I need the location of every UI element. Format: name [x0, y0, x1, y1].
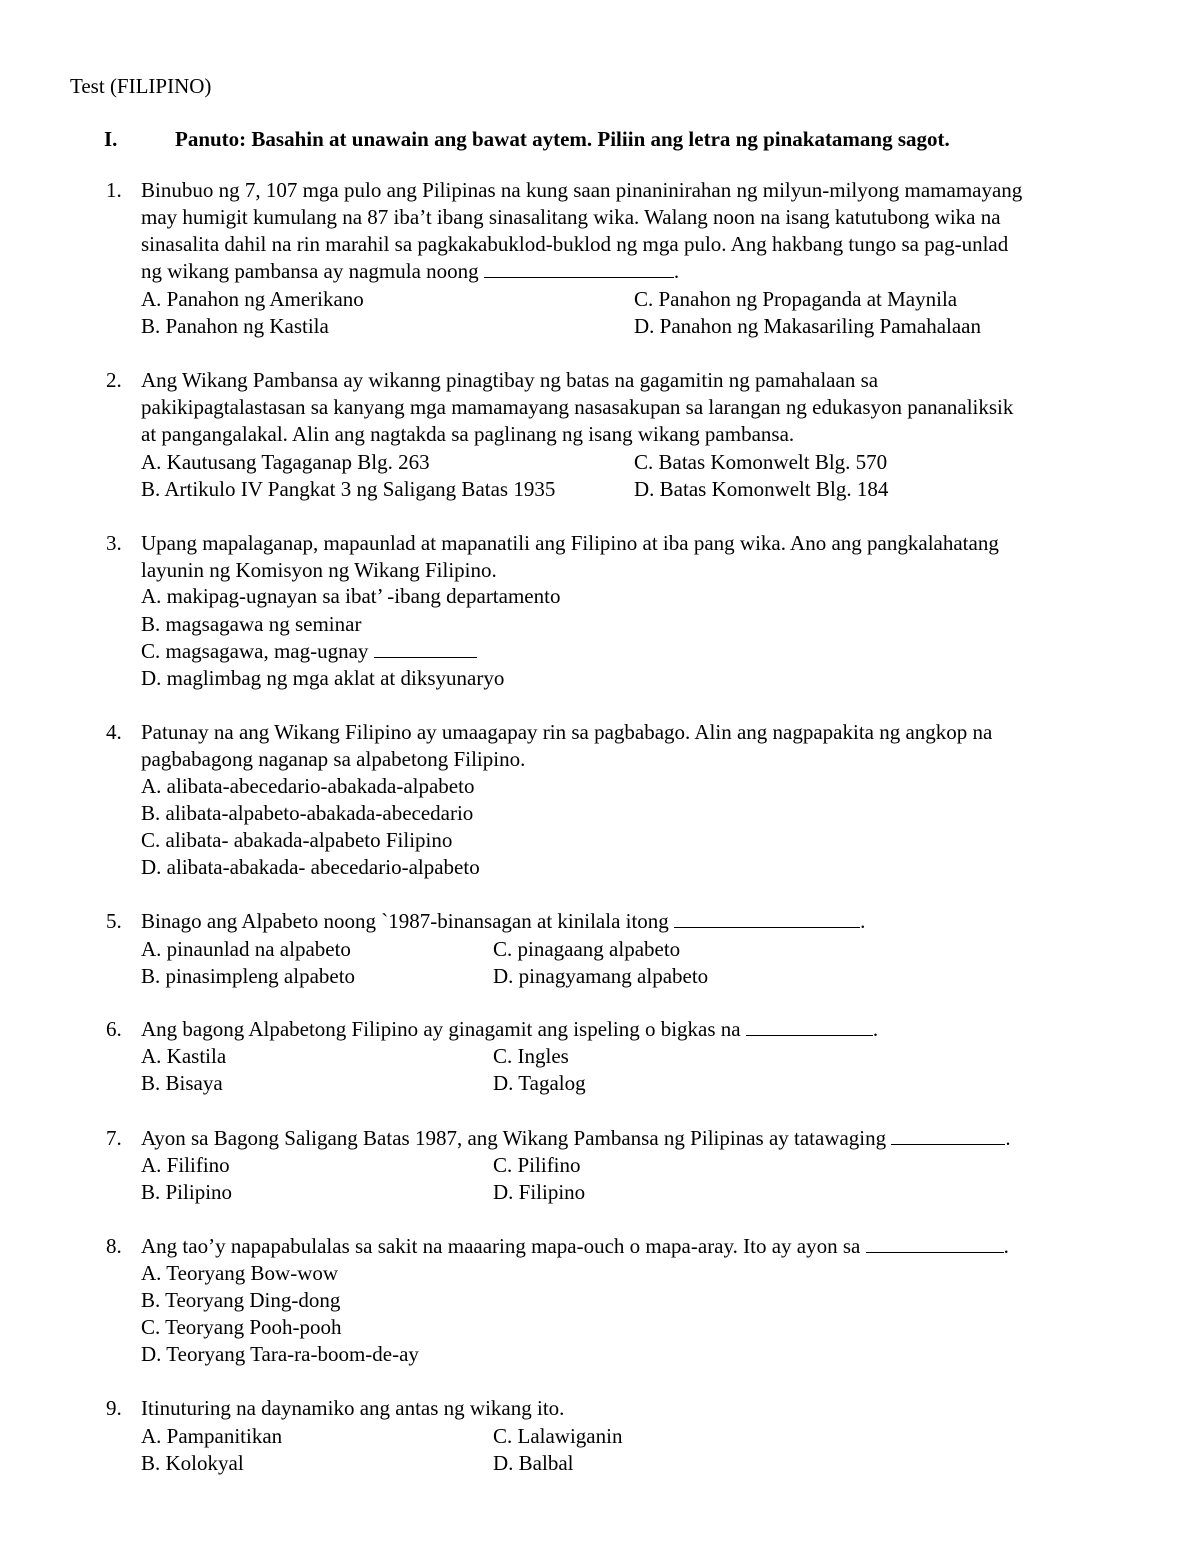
- question-number: 3.: [106, 531, 122, 555]
- choice-b: B. Kolokyal: [141, 1451, 244, 1475]
- choice-c: C. Teoryang Pooh-pooh: [141, 1315, 342, 1339]
- choice-a: A. Pampanitikan: [141, 1424, 283, 1448]
- choice-a: A. Kastila: [141, 1044, 227, 1068]
- question-text-line: Patunay na ang Wikang Filipino ay umaagapay rin sa pagbabago. Alin ang nagpapakita ng angkop na: [141, 720, 993, 744]
- question-text-line: Ang tao’y napapabulalas sa sakit na maaaring mapa-ouch o mapa-aray. Ito ay ayon sa .: [141, 1234, 1009, 1258]
- question-text-line: Upang mapalaganap, mapaunlad at mapanatili ang Filipino at iba pang wika. Ano ang pangkalahatang: [141, 531, 999, 555]
- choice-c: C. magsagawa, mag-ugnay: [141, 638, 477, 665]
- question-text-line: pakikipagtalastasan sa kanyang mga mamamayang nasasakupan sa larangan ng edukasyon pananaliksik: [141, 395, 1014, 419]
- choice-d: D. Tagalog: [493, 1071, 586, 1095]
- choice-b: B. Artikulo IV Pangkat 3 ng Saligang Batas 1935: [141, 477, 556, 501]
- choice-b: B. magsagawa ng seminar: [141, 612, 362, 636]
- choice-c: C. Lalawiganin: [493, 1424, 623, 1448]
- choice-a: A. Teoryang Bow-wow: [141, 1261, 339, 1285]
- choice-d: D. pinagyamang alpabeto: [493, 964, 709, 988]
- choice-d: D. Panahon ng Makasariling Pamahalaan: [634, 314, 981, 338]
- choice-b: B. Panahon ng Kastila: [141, 314, 329, 338]
- answer-blank: [891, 1126, 1005, 1145]
- choice-b: B. Teoryang Ding-dong: [141, 1288, 341, 1312]
- choice-b: B. Bisaya: [141, 1071, 223, 1095]
- question-text-line: pagbabagong naganap sa alpabetong Filipino.: [141, 747, 526, 771]
- choice-c: C. alibata- abakada-alpabeto Filipino: [141, 828, 453, 852]
- question-number: 4.: [106, 720, 122, 744]
- instructions: Panuto: Basahin at unawain ang bawat aytem. Piliin ang letra ng pinakatamang sagot.: [175, 127, 950, 151]
- test-title: Test (FILIPINO): [70, 74, 212, 98]
- choice-c: C. pinagaang alpabeto: [493, 937, 681, 961]
- choice-c: C. Panahon ng Propaganda at Maynila: [634, 287, 958, 311]
- choice-b: B. pinasimpleng alpabeto: [141, 964, 356, 988]
- choice-c: C. Batas Komonwelt Blg. 570: [634, 450, 888, 474]
- question-number: 8.: [106, 1234, 122, 1258]
- choice-d: D. Batas Komonwelt Blg. 184: [634, 477, 889, 501]
- choice-d: D. alibata-abakada- abecedario-alpabeto: [141, 855, 480, 879]
- question-text-line: Ang bagong Alpabetong Filipino ay ginagamit ang ispeling o bigkas na .: [141, 1017, 879, 1041]
- section-number: I.: [104, 127, 118, 151]
- question-text-line: at pangangalakal. Alin ang nagtakda sa paglinang ng isang wikang pambansa.: [141, 422, 795, 446]
- choice-d: D. Balbal: [493, 1451, 574, 1475]
- answer-blank: [374, 639, 477, 658]
- choice-a: A. alibata-abecedario-abakada-alpabeto: [141, 774, 475, 798]
- choice-a: A. pinaunlad na alpabeto: [141, 937, 351, 961]
- answer-blank: [866, 1234, 1004, 1253]
- question-number: 5.: [106, 909, 122, 933]
- question-text-line: Binubuo ng 7, 107 mga pulo ang Pilipinas na kung saan pinaninirahan ng milyun-milyong mamamayang: [141, 178, 1023, 202]
- choice-a: A. Kautusang Tagaganap Blg. 263: [141, 450, 430, 474]
- answer-blank: [674, 909, 860, 928]
- choice-b: B. Pilipino: [141, 1180, 233, 1204]
- answer-blank: [484, 259, 674, 278]
- question-text-line: ng wikang pambansa ay nagmula noong .: [141, 259, 680, 283]
- question-text-line: may humigit kumulang na 87 iba’t ibang sinasalitang wika. Walang noon na isang katutubong wika na: [141, 205, 1001, 229]
- choice-b: B. alibata-alpabeto-abakada-abecedario: [141, 801, 474, 825]
- question-text-line: Ayon sa Bagong Saligang Batas 1987, ang Wikang Pambansa ng Pilipinas ay tatawaging .: [141, 1126, 1011, 1150]
- question-text-line: Ang Wikang Pambansa ay wikanng pinagtibay ng batas na gagamitin ng pamahalaan sa: [141, 368, 879, 392]
- question-number: 2.: [106, 368, 122, 392]
- question-number: 1.: [106, 178, 122, 202]
- choice-c: C. Ingles: [493, 1044, 569, 1068]
- choice-a: A. Panahon ng Amerikano: [141, 287, 364, 311]
- choice-d: D. maglimbag ng mga aklat at diksyunaryo: [141, 666, 505, 690]
- question-number: 9.: [106, 1396, 122, 1420]
- choice-a: A. Filifino: [141, 1153, 230, 1177]
- choice-d: D. Teoryang Tara-ra-boom-de-ay: [141, 1342, 419, 1366]
- question-text-line: sinasalita dahil na rin marahil sa pagkakabuklod-buklod ng mga pulo. Ang hakbang tungo sa pag-unlad: [141, 232, 1009, 256]
- question-number: 7.: [106, 1126, 122, 1150]
- question-text-line: layunin ng Komisyon ng Wikang Filipino.: [141, 558, 497, 582]
- answer-blank: [746, 1017, 873, 1036]
- choice-c: C. Pilifino: [493, 1153, 581, 1177]
- question-text-line: Itinuturing na daynamiko ang antas ng wikang ito.: [141, 1396, 565, 1420]
- choice-d: D. Filipino: [493, 1180, 586, 1204]
- question-text-line: Binago ang Alpabeto noong `1987-binansagan at kinilala itong .: [141, 909, 866, 933]
- question-number: 6.: [106, 1017, 122, 1041]
- choice-a: A. makipag-ugnayan sa ibat’ -ibang departamento: [141, 584, 561, 608]
